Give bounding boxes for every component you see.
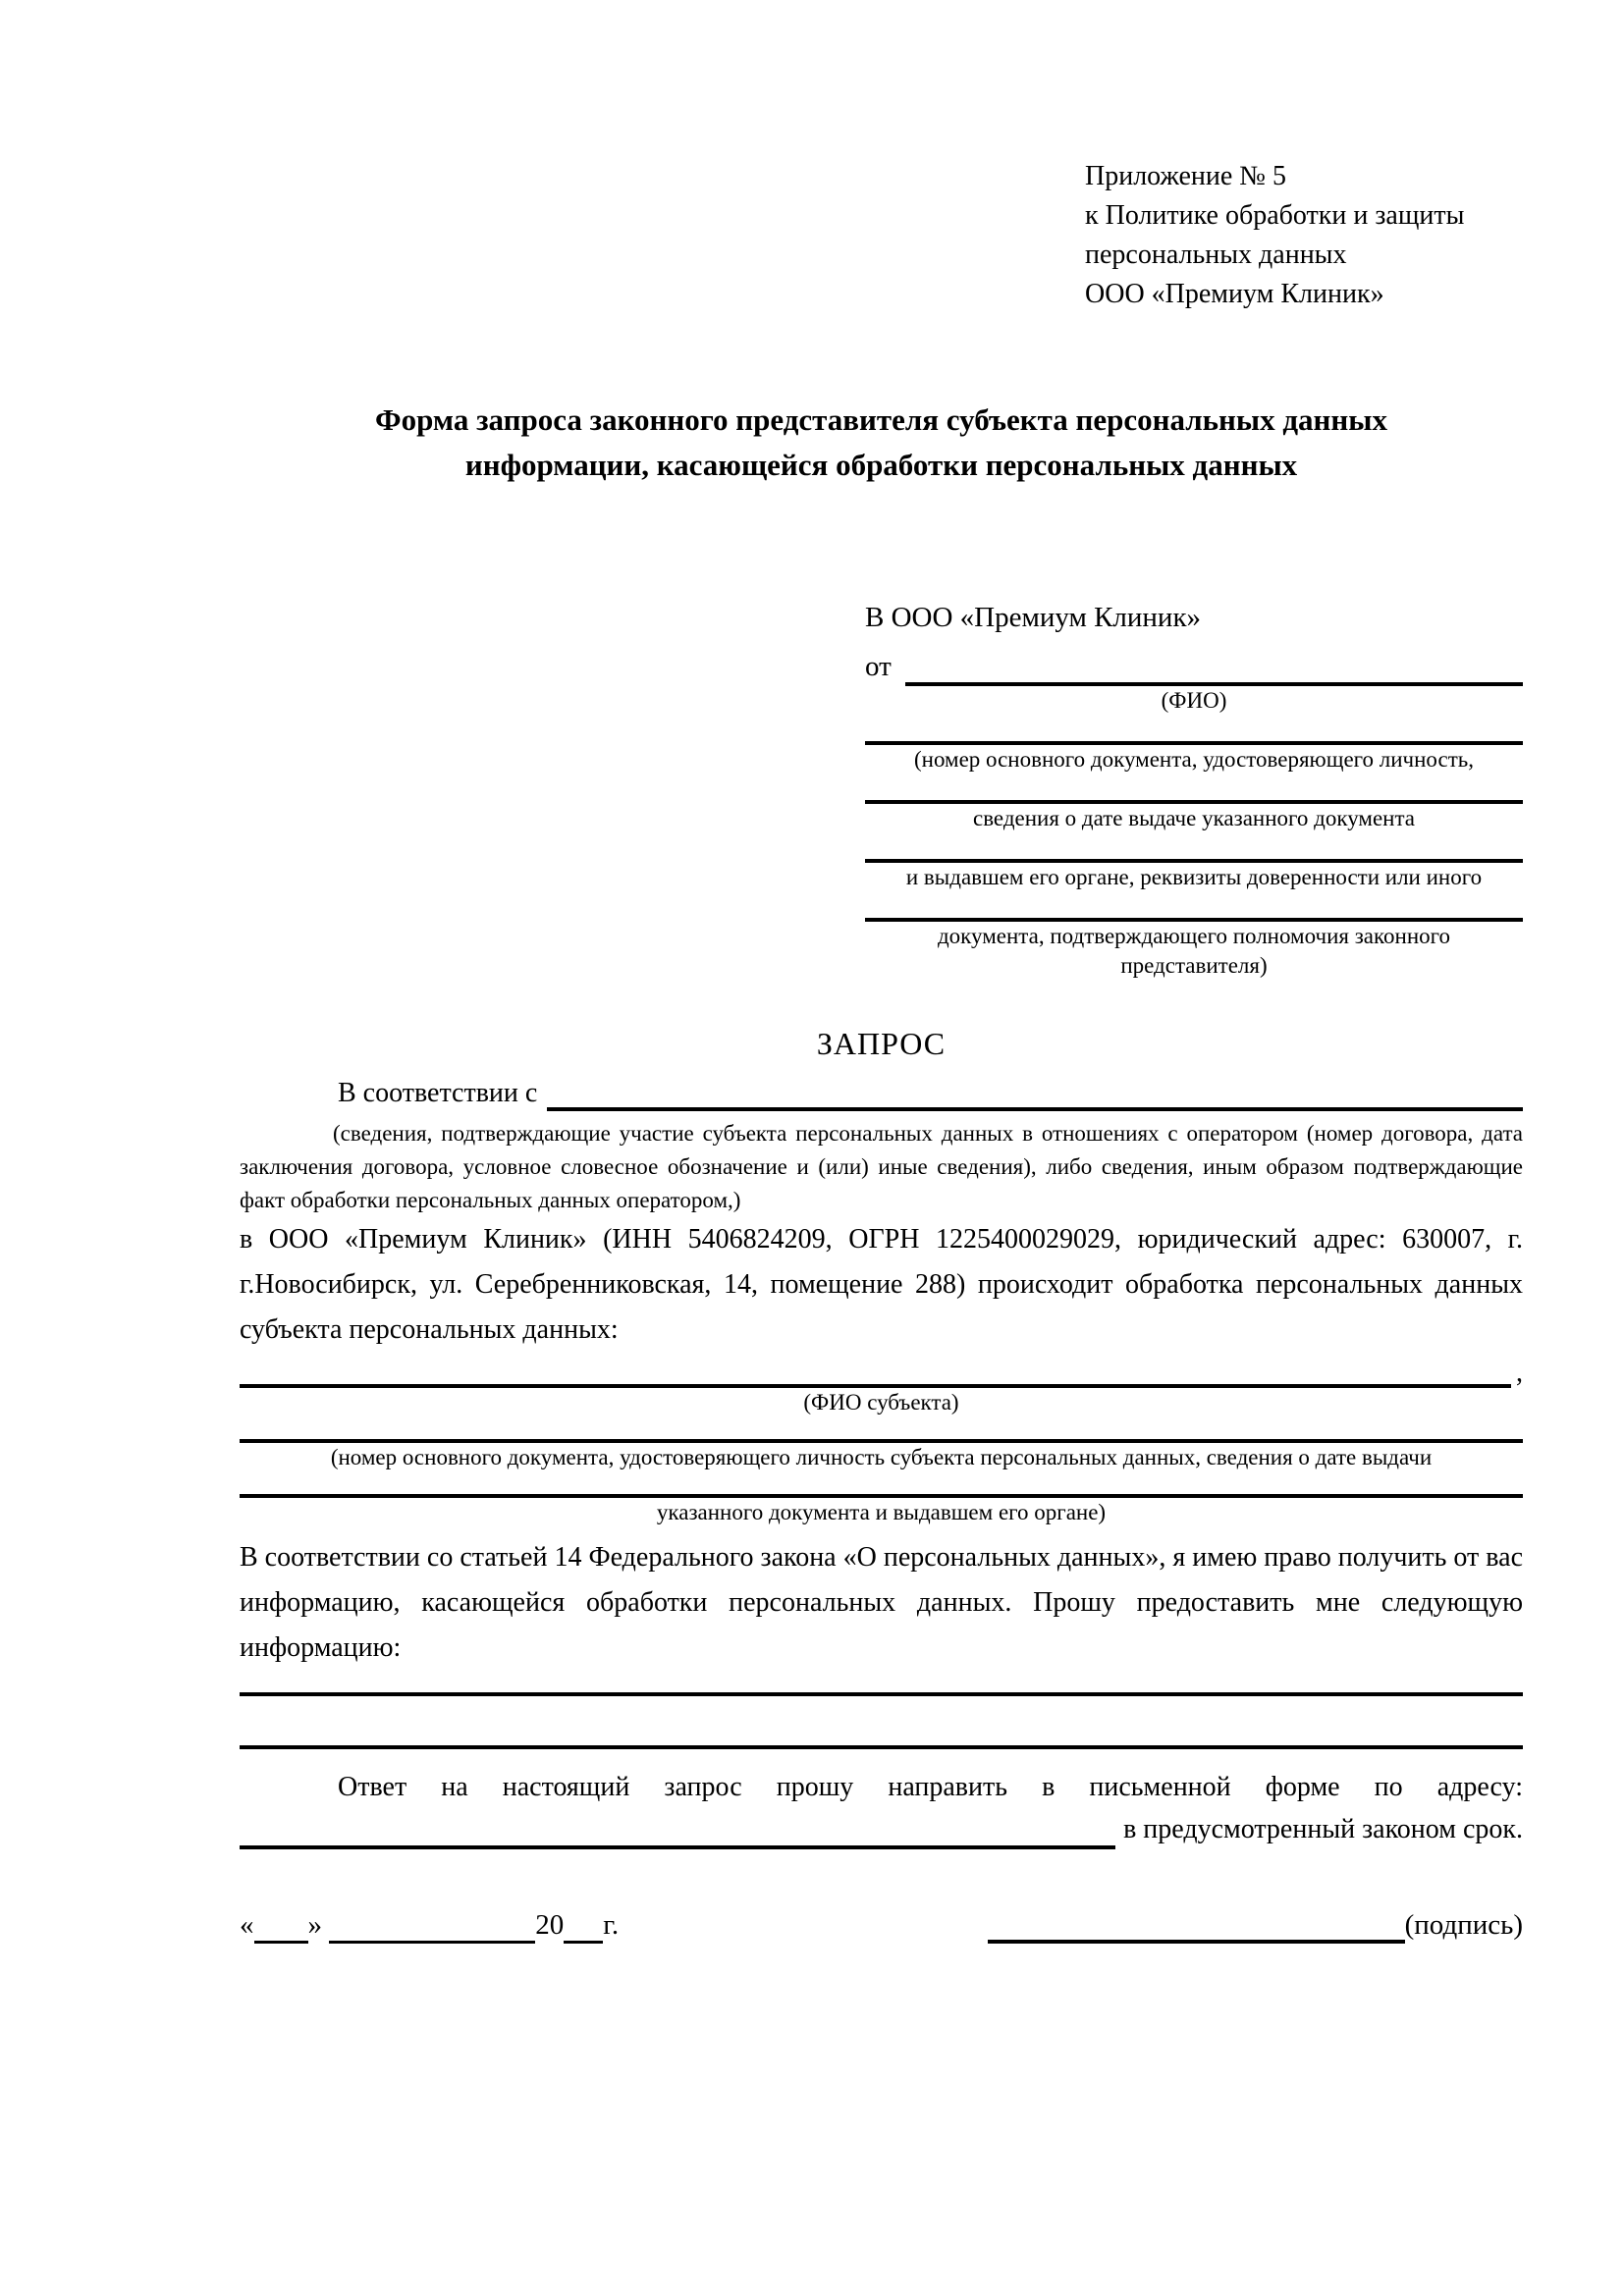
- addressee-organization: В ООО «Премиум Клиник»: [865, 602, 1202, 633]
- subject-doc-blank-line: [240, 1472, 1523, 1498]
- date-close-quote: »: [307, 1909, 322, 1941]
- representative-doc-blank-line: [865, 892, 1523, 922]
- from-label: от: [865, 651, 892, 682]
- answer-paragraph: Ответ на настоящий запрос прошу направить в письменной форме по адресу:: [338, 1772, 1523, 1802]
- answer-tail: в предусмотренный законом срок.: [1123, 1814, 1523, 1844]
- addressee-block: [865, 598, 1523, 981]
- date-open-quote: «: [240, 1909, 254, 1941]
- accordance-blank-line: [547, 1076, 1523, 1111]
- representative-doc-blank-line: [865, 774, 1523, 804]
- signature-group: [988, 1906, 1523, 1944]
- representative-doc-caption: документа, подтверждающего полномочия законного представителя): [937, 924, 1450, 978]
- representative-doc-blank-line: [865, 833, 1523, 863]
- date-group: [240, 1906, 619, 1944]
- trailing-comma: ,: [1516, 1358, 1523, 1388]
- accordance-label: В соответствии с: [338, 1078, 538, 1108]
- appendix-line: Приложение № 5: [1085, 161, 1286, 191]
- accordance-row: [240, 1076, 1523, 1111]
- from-row: [865, 647, 1523, 686]
- accordance-note: (сведения, подтверждающие участие субъекта персональных данных в отношениях с оператором (номер договора, дата заключения договора, условное словесное обозначение и (или) иные сведения), либо сведения, иным образом подтверждающие факт обработки персональных данных оператором,): [240, 1121, 1523, 1212]
- appendix-line: персональных данных: [1085, 240, 1347, 270]
- subject-fio-caption: (ФИО субъекта): [803, 1390, 959, 1415]
- year-suffix: г.: [603, 1909, 620, 1941]
- representative-doc-caption: сведения о дате выдаче указанного документа: [972, 806, 1416, 830]
- appendix-line: к Политике обработки и защиты: [1085, 200, 1465, 231]
- law-paragraph: В соответствии со статьей 14 Федерального закона «О персональных данных», я имею право получить от вас информацию, касающейся обработки персональных данных. Прошу предоставить мне следующую информацию:: [240, 1542, 1523, 1663]
- title-line: информации, касающейся обработки персональных данных: [464, 448, 1298, 482]
- request-heading: ЗАПРОС: [816, 1026, 947, 1061]
- operator-paragraph: в ООО «Премиум Клиник» (ИНН 5406824209, ОГРН 1225400029029, юридический адрес: 630007, г. г.Новосибирск, ул. Серебренниковская, 14, помещение 288) происходит обработка персональных данных субъекта персональных данных:: [240, 1224, 1523, 1345]
- title-line: Форма запроса законного представителя субъекта персональных данных: [375, 402, 1387, 437]
- address-blank-line: [240, 1812, 1115, 1849]
- appendix-block: [1085, 0, 1523, 314]
- subject-fio-row: [240, 1357, 1523, 1388]
- subject-doc-blank-line: [240, 1417, 1523, 1443]
- representative-doc-blank-line: [865, 716, 1523, 745]
- signature-blank-line: [988, 1908, 1405, 1944]
- year-prefix: 20: [535, 1909, 565, 1941]
- representative-doc-caption: и выдавшем его органе, реквизиты доверенности или иного: [905, 865, 1483, 889]
- month-blank-line: [329, 1912, 535, 1944]
- appendix-line: ООО «Премиум Клиник»: [1085, 279, 1384, 309]
- day-blank-line: [254, 1912, 308, 1944]
- fio-caption: (ФИО): [1161, 688, 1227, 713]
- information-blank-line: [240, 1671, 1523, 1696]
- document-title: [240, 398, 1523, 488]
- subject-doc-caption: (номер основного документа, удостоверяющего личность субъекта персональных данных, сведения о дате выдачи: [330, 1445, 1433, 1469]
- information-blank-line: [240, 1696, 1523, 1749]
- year-blank-line: [564, 1912, 603, 1944]
- footer-row: [240, 1906, 1523, 1944]
- subject-fio-blank-line: [240, 1357, 1511, 1388]
- signature-caption: (подпись): [1404, 1909, 1523, 1941]
- subject-doc-caption: указанного документа и выдавшем его органе): [656, 1500, 1107, 1524]
- answer-address-row: [240, 1810, 1523, 1849]
- representative-fio-blank-line: [905, 647, 1523, 686]
- representative-doc-caption: (номер основного документа, удостоверяющего личность,: [913, 747, 1474, 772]
